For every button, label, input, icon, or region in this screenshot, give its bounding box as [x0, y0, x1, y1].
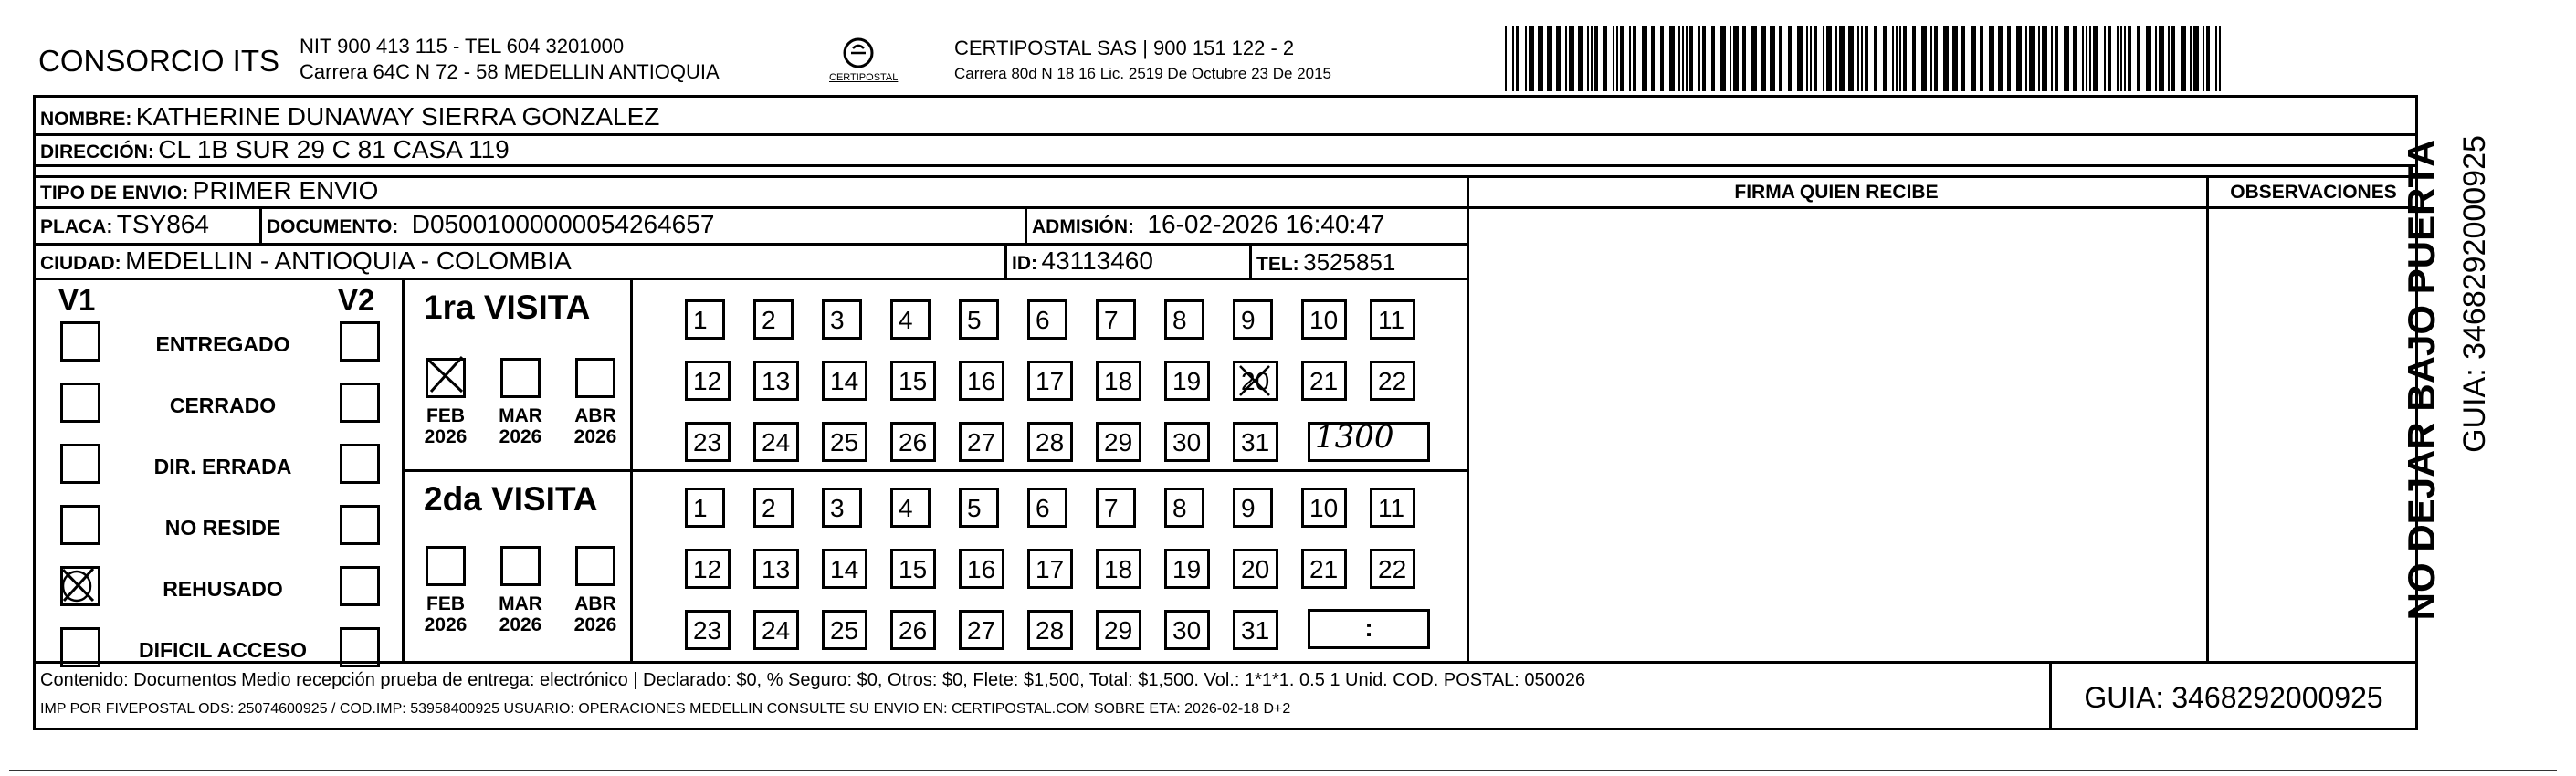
month-name: FEB: [426, 405, 465, 426]
admision-row: [1032, 212, 1384, 237]
month-label: [418, 405, 473, 447]
carrier-address: Carrera 80d N 18 16 Lic. 2519 De Octubre 23 De 2015: [954, 65, 1331, 82]
month-year: 2026: [424, 426, 468, 448]
day-box[interactable]: 25: [822, 610, 867, 650]
divider: [33, 661, 2418, 664]
second-visit-title: 2da VISITA: [424, 480, 598, 518]
day-box[interactable]: 4: [890, 488, 931, 528]
day-box[interactable]: 26: [890, 610, 936, 650]
day-box[interactable]: 5: [959, 299, 999, 340]
v1-checkbox-checked[interactable]: [60, 566, 100, 606]
day-box[interactable]: 11: [1370, 299, 1415, 340]
day-box[interactable]: 11: [1370, 488, 1415, 528]
divider: [33, 164, 2418, 167]
id-value: 43113460: [1041, 246, 1153, 275]
observaciones-header: OBSERVACIONES: [2230, 182, 2397, 203]
company-address: Carrera 64C N 72 - 58 MEDELLIN ANTIOQUIA: [300, 60, 720, 83]
tipo-label: TIPO DE ENVIO:: [40, 183, 189, 204]
day-box[interactable]: 19: [1164, 361, 1210, 401]
month-label: [568, 405, 623, 447]
month-name: MAR: [499, 405, 542, 426]
tipo-value: PRIMER ENVIO: [192, 176, 379, 204]
day-box[interactable]: 29: [1096, 422, 1141, 462]
footer-guia: GUIA: 3468292000925: [2084, 681, 2383, 714]
month-year: 2026: [499, 614, 542, 636]
day-box[interactable]: 30: [1164, 610, 1210, 650]
divider: [33, 175, 2418, 178]
month-name: MAR: [499, 593, 542, 614]
month-year: 2026: [424, 614, 468, 636]
ciudad-label: CIUDAD:: [40, 253, 121, 274]
day-box[interactable]: 24: [753, 422, 799, 462]
day-box[interactable]: 8: [1164, 488, 1204, 528]
day-box[interactable]: 6: [1027, 299, 1067, 340]
month-name: ABR: [574, 405, 616, 426]
day-box[interactable]: 31: [1233, 422, 1278, 462]
month-checkbox-checked[interactable]: [426, 358, 466, 398]
first-visit-title: 1ra VISITA: [424, 288, 591, 326]
v2-checkbox[interactable]: [340, 627, 380, 667]
day-box[interactable]: 29: [1096, 610, 1141, 650]
month-checkbox[interactable]: [500, 358, 541, 398]
day-box[interactable]: 19: [1164, 549, 1210, 589]
month-label: [493, 405, 548, 447]
v1-label: V1: [58, 283, 96, 317]
status-reason-label: REHUSADO: [163, 577, 283, 601]
day-box[interactable]: 14: [822, 361, 867, 401]
divider: [1025, 206, 1027, 243]
tel-value: 3525851: [1303, 248, 1396, 276]
status-reason-label: DIR. ERRADA: [153, 455, 292, 478]
divider: [33, 206, 1467, 209]
placa-row: [40, 212, 209, 237]
status-reason-label: CERRADO: [169, 393, 277, 417]
nombre-value: KATHERINE DUNAWAY SIERRA GONZALEZ: [135, 102, 660, 131]
divider: [33, 278, 1467, 280]
admision-value: 16-02-2026 16:40:47: [1147, 210, 1385, 238]
day-box[interactable]: 7: [1096, 299, 1136, 340]
month-year: 2026: [573, 426, 617, 448]
second-visit-time: :: [1364, 613, 1373, 642]
day-box[interactable]: 27: [959, 610, 1004, 650]
day-box[interactable]: 13: [753, 549, 799, 589]
day-box[interactable]: 18: [1096, 361, 1141, 401]
day-box[interactable]: 3: [822, 299, 862, 340]
divider: [1004, 243, 1007, 278]
first-visit-time-handwritten: 1300: [1315, 419, 1394, 456]
day-box[interactable]: 28: [1027, 610, 1073, 650]
direccion-value: CL 1B SUR 29 C 81 CASA 119: [158, 135, 510, 163]
day-box[interactable]: 16: [959, 549, 1004, 589]
frame-bottom-shadow: [9, 770, 2557, 771]
day-box[interactable]: 17: [1027, 549, 1073, 589]
day-box[interactable]: 3: [822, 488, 862, 528]
v2-checkbox[interactable]: [340, 566, 380, 606]
month-checkbox[interactable]: [575, 358, 615, 398]
v1-checkbox[interactable]: [60, 627, 100, 667]
day-box[interactable]: 9: [1233, 488, 1273, 528]
direccion-label: DIRECCIÓN:: [40, 142, 154, 163]
v1-checkbox[interactable]: [60, 505, 100, 545]
placa-label: PLACA:: [40, 216, 113, 237]
day-box[interactable]: 15: [890, 549, 936, 589]
day-box[interactable]: 1: [685, 299, 725, 340]
divider: [402, 469, 1467, 472]
ciudad-value: MEDELLIN - ANTIOQUIA - COLOMBIA: [125, 246, 572, 275]
v1-checkbox[interactable]: [60, 383, 100, 423]
day-box[interactable]: 30: [1164, 422, 1210, 462]
day-box[interactable]: 15: [890, 361, 936, 401]
ciudad-row: [40, 248, 572, 274]
divider: [1467, 175, 1469, 661]
day-box[interactable]: 22: [1370, 549, 1415, 589]
month-name: FEB: [426, 593, 465, 614]
day-box[interactable]: 14: [822, 549, 867, 589]
day-box-marked[interactable]: 20: [1233, 361, 1278, 401]
day-box[interactable]: 27: [959, 422, 1004, 462]
nombre-row: [40, 104, 659, 130]
day-box[interactable]: 28: [1027, 422, 1073, 462]
day-box[interactable]: 22: [1370, 361, 1415, 401]
month-label: [493, 593, 548, 635]
day-box[interactable]: 23: [685, 422, 731, 462]
day-box[interactable]: 10: [1301, 488, 1347, 528]
day-box[interactable]: 20: [1233, 549, 1278, 589]
logo-text: CERTIPOSTAL: [829, 72, 899, 83]
day-box[interactable]: 18: [1096, 549, 1141, 589]
divider: [2206, 175, 2209, 661]
v2-checkbox[interactable]: [340, 383, 380, 423]
company-name: CONSORCIO ITS: [38, 44, 280, 78]
documento-value: D05001000000054264657: [411, 210, 715, 238]
footer-imp: IMP POR FIVEPOSTAL ODS: 25074600925 / COD.IMP: 53958400925 USUARIO: OPERACIONES MEDELLIN CONSULTE SU ENVIO EN: CERTIPOSTAL.COM SOBRE ETA: 2026-02-18 D+2: [40, 701, 1291, 717]
barcode: [1505, 26, 2226, 91]
month-checkbox[interactable]: [575, 546, 615, 586]
month-label: [568, 593, 623, 635]
company-nit: NIT 900 413 115 - TEL 604 3201000: [300, 35, 625, 58]
id-row: [1012, 248, 1153, 274]
carrier-name: CERTIPOSTAL SAS | 900 151 122 - 2: [954, 37, 1295, 59]
admision-label: ADMISIÓN:: [1032, 216, 1134, 237]
day-box[interactable]: 31: [1233, 610, 1278, 650]
footer-contents: Contenido: Documentos Medio recepción prueba de entrega: electrónico | Declarado: $0, % Seguro: $0, Otros: $0, Flete: $1,500, Total: $1,500. Vol.: 1*1*1. 0.5 1 Unid. COD. POSTAL: 050026: [40, 670, 1586, 690]
month-year: 2026: [499, 426, 542, 448]
day-box[interactable]: 8: [1164, 299, 1204, 340]
firma-header: FIRMA QUIEN RECIBE: [1734, 182, 1939, 203]
day-box[interactable]: 1: [685, 488, 725, 528]
day-box[interactable]: 16: [959, 361, 1004, 401]
day-box[interactable]: 17: [1027, 361, 1073, 401]
v2-checkbox[interactable]: [340, 444, 380, 484]
day-box[interactable]: 26: [890, 422, 936, 462]
certipostal-logo: [829, 35, 899, 89]
day-box[interactable]: 5: [959, 488, 999, 528]
day-box[interactable]: 13: [753, 361, 799, 401]
status-reason-label: DIFICIL ACCESO: [138, 638, 307, 662]
divider: [259, 206, 262, 243]
month-name: ABR: [574, 593, 616, 614]
id-label: ID:: [1012, 253, 1037, 274]
day-box[interactable]: 4: [890, 299, 931, 340]
month-checkbox[interactable]: [426, 546, 466, 586]
day-box[interactable]: 23: [685, 610, 731, 650]
divider: [1249, 243, 1252, 278]
v1-checkbox[interactable]: [60, 444, 100, 484]
documento-label: DOCUMENTO:: [267, 216, 399, 237]
month-checkbox[interactable]: [500, 546, 541, 586]
status-reason-label: ENTREGADO: [155, 332, 290, 356]
side-warning: NO DEJAR BAJO PUERTA: [2400, 139, 2443, 621]
status-reason-label: NO RESIDE: [164, 516, 281, 540]
direccion-row: [40, 137, 510, 163]
day-box[interactable]: 21: [1301, 549, 1347, 589]
day-box[interactable]: 25: [822, 422, 867, 462]
month-year: 2026: [573, 614, 617, 636]
tipo-row: [40, 178, 378, 204]
v2-checkbox[interactable]: [340, 321, 380, 362]
day-box[interactable]: 12: [685, 549, 731, 589]
v2-checkbox[interactable]: [340, 505, 380, 545]
day-box[interactable]: 12: [685, 361, 731, 401]
month-label: [418, 593, 473, 635]
tel-row: [1256, 250, 1395, 274]
day-box[interactable]: 2: [753, 488, 794, 528]
placa-value: TSY864: [116, 210, 209, 238]
v1-checkbox[interactable]: [60, 321, 100, 362]
nombre-label: NOMBRE:: [40, 109, 132, 130]
divider: [1467, 206, 2418, 209]
day-box[interactable]: 2: [753, 299, 794, 340]
day-box[interactable]: 24: [753, 610, 799, 650]
side-guia: GUIA: 3468292000925: [2457, 135, 2492, 453]
tel-label: TEL:: [1256, 254, 1299, 275]
day-box[interactable]: 9: [1233, 299, 1273, 340]
day-box[interactable]: 7: [1096, 488, 1136, 528]
day-box[interactable]: 6: [1027, 488, 1067, 528]
day-box[interactable]: 10: [1301, 299, 1347, 340]
documento-row: [267, 212, 714, 237]
day-box[interactable]: 21: [1301, 361, 1347, 401]
v2-label: V2: [338, 283, 375, 317]
